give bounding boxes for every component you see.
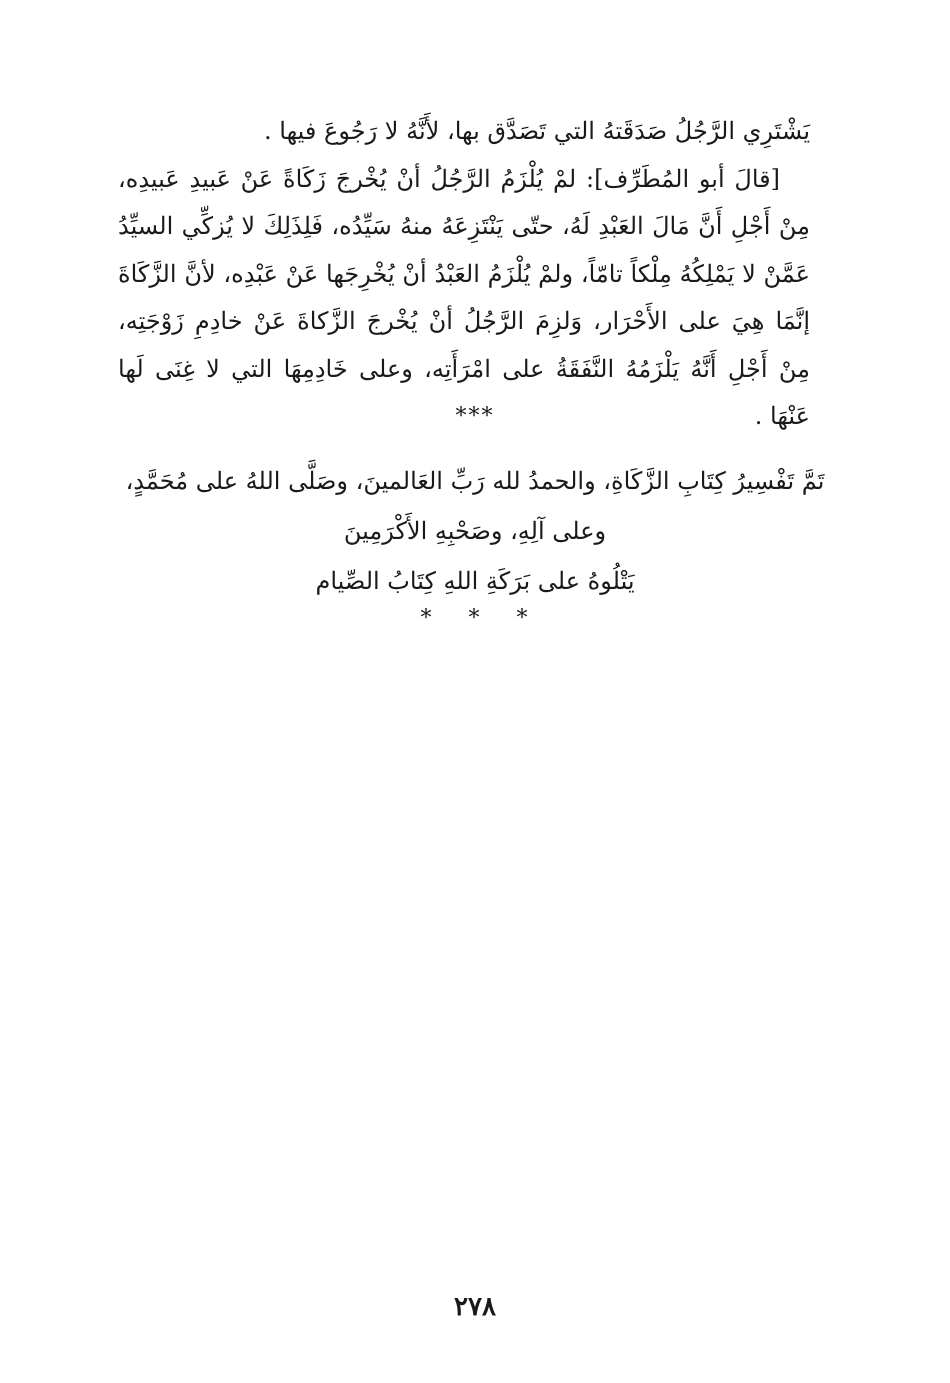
section-separator-top: *** [455, 404, 495, 429]
main-text-block [118, 108, 810, 441]
page-number: ٢٧٨ [454, 1292, 496, 1322]
paragraph-2: [قالَ أبو المُطَرِّف]: لمْ يُلْزَمُ الرَّجُلُ أنْ يُخْرجَ زَكَاةً عَنْ عَبيدِ عَبيدِه، مِنْ أَجْلِ أَنَّ مَالَ العَبْدِ لَهُ، حتّى يَنْتَزِعَهُ منهُ سَيِّدُه، فَلِذَلِكَ لا يُزكِّي السيِّدُ عَمَّنْ لا يَمْلِكُهُ مِلْكاً تامّاً، ولمْ يُلْزَمُ العَبْدُ أنْ يُخْرِجَها عَنْ عَبْدِه، لأنَّ الزَّكَاةَ إنَّمَا هِيَ على الأَحْرَار، وَلزِمَ الرَّجُلُ أنْ يُخْرجَ الزَّكاةَ عَنْ خادِمِ زَوْجَتِه، مِنْ أَجْلِ أَنَّهُ يَلْزَمُهُ النَّفَقَةُ على امْرَأَتِه، وعلى خَادِمِهَا التي لا غِنَى لَها عَنْهَا . [118, 164, 811, 430]
colophon-line-1: تَمَّ تَفْسِيرُ كِتَابِ الزَّكَاةِ، والحمدُ لله رَبِّ العَالمينَ، وصَلَّى اللهُ على مُحَمَّدٍ، [125, 467, 825, 495]
colophon [80, 456, 870, 606]
section-separator-bottom: * * * [420, 606, 530, 631]
colophon-line-2: وعلى آلِهِ، وصَحْبِهِ الأَكْرَمِينَ [343, 517, 607, 545]
colophon-line-3: يَتْلُوهُ على بَرَكَةِ اللهِ كِتَابُ الصِّيام [315, 567, 635, 595]
paragraph-1: يَشْتَرِي الرَّجُلُ صَدَقَتهُ التي تَصَدَّق بها، لأَنَّهُ لا رَجُوعَ فيها . [264, 117, 810, 145]
